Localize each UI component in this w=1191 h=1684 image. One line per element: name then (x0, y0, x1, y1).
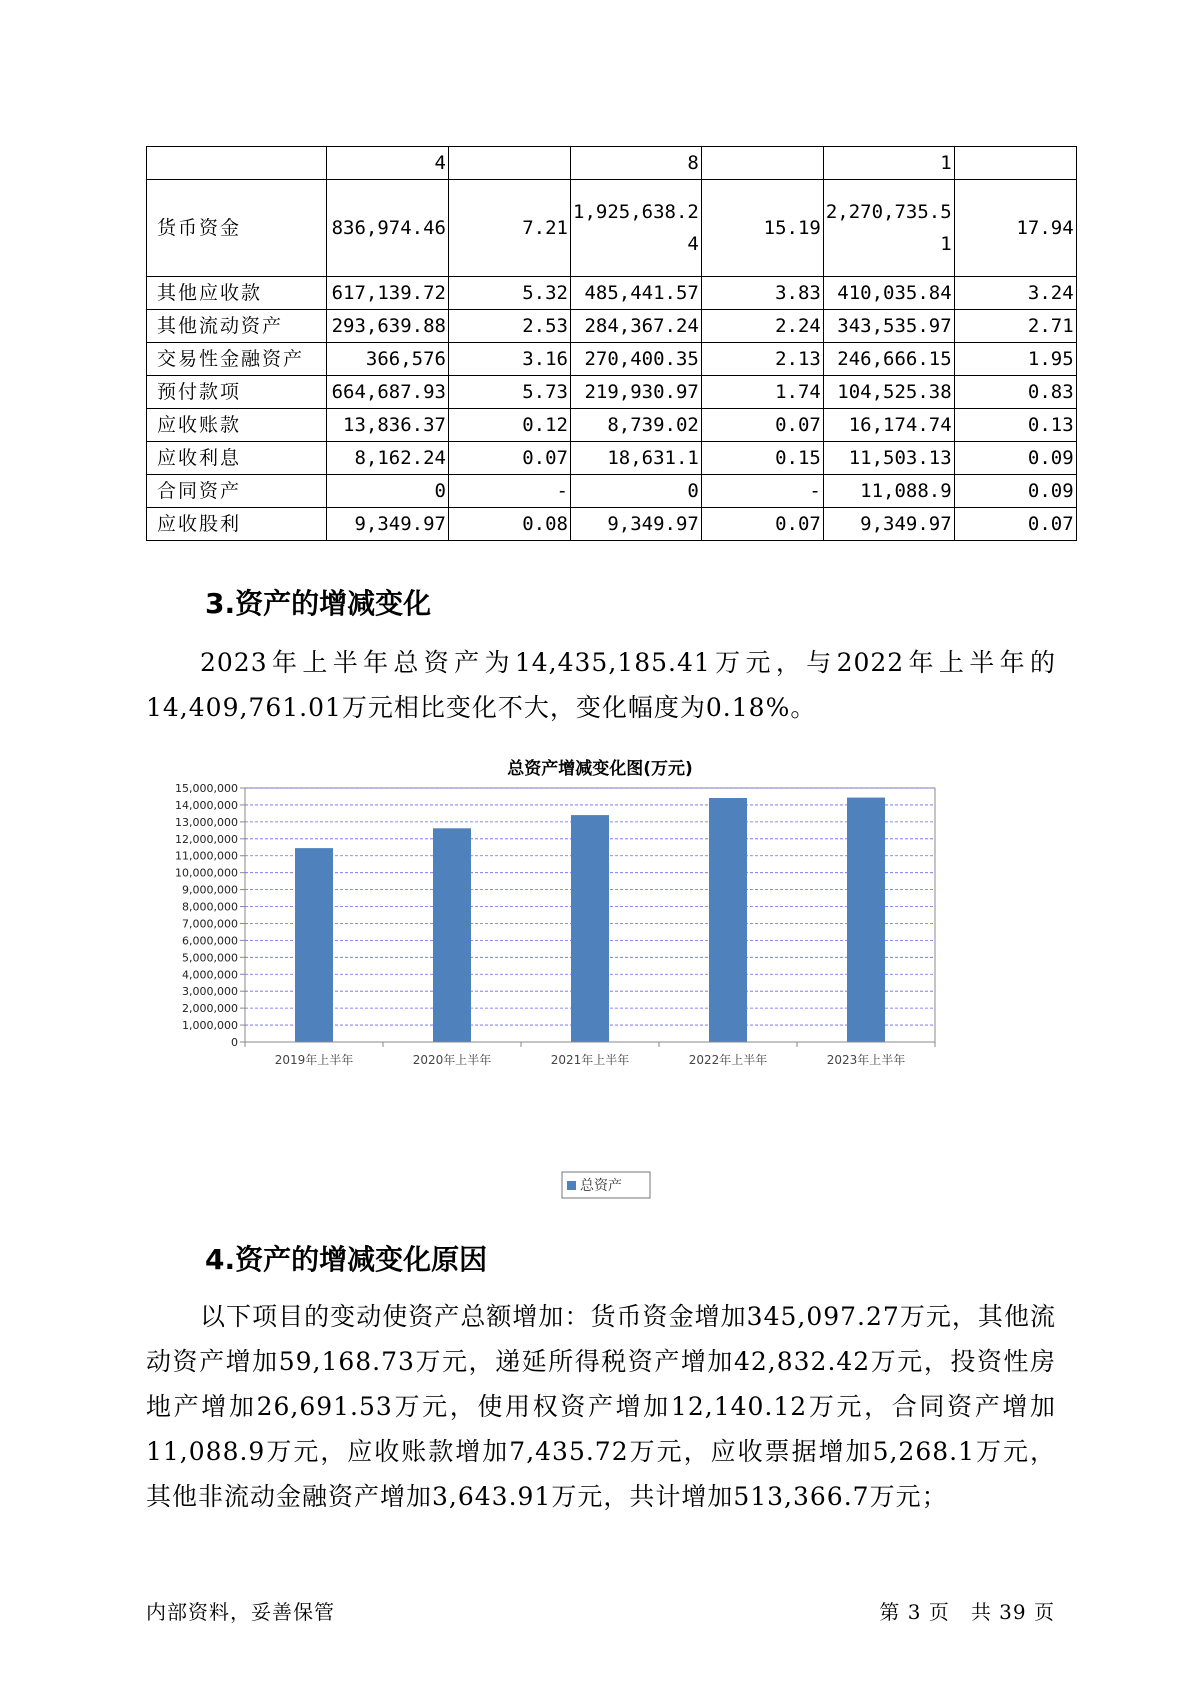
legend-swatch (567, 1181, 576, 1190)
table-cell-v1: 13,836.37 (327, 409, 449, 442)
table-cell-p1: 7.21 (449, 180, 571, 277)
table-cell-v1: 366,576 (327, 343, 449, 376)
table-cell-v1: 617,139.72 (327, 277, 449, 310)
table-cell-p1: 0.08 (449, 508, 571, 541)
row-label: 合同资产 (147, 475, 327, 508)
table-cell-p3: 2.71 (954, 310, 1076, 343)
table-cell-p3: 1.95 (954, 343, 1076, 376)
table-cell-v1: 8,162.24 (327, 442, 449, 475)
table-row (147, 343, 1077, 376)
table-cell-p3: 3.24 (954, 277, 1076, 310)
table-cell-p2: 2.24 (701, 310, 823, 343)
table-cell-p1: 3.16 (449, 343, 571, 376)
y-tick-label: 6,000,000 (182, 934, 238, 948)
cell-line: 1,925,638.2 (573, 201, 699, 223)
table-cell-v1: 664,687.93 (327, 376, 449, 409)
table-cell (701, 147, 823, 180)
total-assets-chart (160, 752, 1020, 1212)
table-cell-v2: 270,400.35 (571, 343, 702, 376)
table-row (147, 376, 1077, 409)
table-cell: 1 (823, 147, 954, 180)
y-tick-label: 0 (231, 1036, 238, 1049)
table-cell-v2 (571, 180, 702, 277)
cell-line: 4 (687, 233, 699, 255)
y-tick-label: 3,000,000 (182, 985, 238, 999)
chart-y-axis (175, 782, 245, 1049)
cell-line: 2,270,735.5 (825, 201, 952, 223)
x-tick-label: 2020年上半年 (412, 1053, 492, 1067)
cell-line: 836,974.46 (331, 217, 446, 239)
table-cell-p1: 2.53 (449, 310, 571, 343)
row-label: 其他流动资产 (147, 310, 327, 343)
row-label: 应收股利 (147, 508, 327, 541)
table-row (147, 508, 1077, 541)
table-cell-v2: 8,739.02 (571, 409, 702, 442)
table-cell-v3: 410,035.84 (823, 277, 954, 310)
chart-x-axis (245, 1042, 935, 1067)
table-cell-p3: 17.94 (954, 180, 1076, 277)
table-cell-v3: 104,525.38 (823, 376, 954, 409)
table-cell-v2: 0 (571, 475, 702, 508)
bar-5 (847, 798, 885, 1042)
table-cell-v3: 9,349.97 (823, 508, 954, 541)
chart-title: 总资产增减变化图(万元) (507, 759, 693, 779)
table-cell-v1: 293,639.88 (327, 310, 449, 343)
table-cell-v1 (327, 180, 449, 277)
table-row (147, 409, 1077, 442)
row-label: 货币资金 (147, 180, 327, 277)
table-cell-p2: 3.83 (701, 277, 823, 310)
table-cell-v3: 11,088.9 (823, 475, 954, 508)
row-label: 预付款项 (147, 376, 327, 409)
table-cell-p2: - (701, 475, 823, 508)
table-cell-v2: 9,349.97 (571, 508, 702, 541)
row-label: 应收账款 (147, 409, 327, 442)
y-tick-label: 10,000,000 (175, 866, 238, 880)
table-row (147, 277, 1077, 310)
table-row (147, 310, 1077, 343)
table-cell-p3: 0.07 (954, 508, 1076, 541)
table-cell-v3: 16,174.74 (823, 409, 954, 442)
table-cell-v3 (823, 180, 954, 277)
table-cell-p2: 15.19 (701, 180, 823, 277)
table-cell-p3: 0.83 (954, 376, 1076, 409)
y-tick-label: 8,000,000 (182, 900, 238, 914)
table-cell-p1: 5.73 (449, 376, 571, 409)
table-cell-p2: 0.15 (701, 442, 823, 475)
bar-1 (295, 848, 333, 1042)
table-cell-p2: 0.07 (701, 508, 823, 541)
y-tick-label: 7,000,000 (182, 917, 238, 931)
bar-2 (433, 828, 471, 1042)
table-cell-p3: 0.09 (954, 475, 1076, 508)
table-header-row (147, 147, 1077, 180)
section-4-heading: 4.资产的增减变化原因 (205, 1243, 488, 1276)
table-cell-p1: 0.07 (449, 442, 571, 475)
asset-table (146, 146, 1077, 541)
section-3-paragraph: 2023年上半年总资产为14,435,185.41万元，与2022年上半年的14,409,761.01万元相比变化不大，变化幅度为0.18%。 (146, 648, 1056, 722)
table-cell-v2: 18,631.1 (571, 442, 702, 475)
footer-page-number: 第 3 页 共 39 页 (879, 1600, 1055, 1624)
y-tick-label: 1,000,000 (182, 1019, 238, 1033)
table-row (147, 180, 1077, 277)
y-tick-label: 5,000,000 (182, 951, 238, 965)
table-cell-p1: - (449, 475, 571, 508)
x-tick-label: 2021年上半年 (550, 1053, 630, 1067)
table-cell-p2: 1.74 (701, 376, 823, 409)
chart-legend (562, 1172, 650, 1198)
table-cell (954, 147, 1076, 180)
table-cell-p3: 0.09 (954, 442, 1076, 475)
cell-line: 1 (940, 233, 952, 255)
table-cell-p1: 0.12 (449, 409, 571, 442)
table-cell (147, 147, 327, 180)
bar-4 (709, 798, 747, 1042)
table-row (147, 475, 1077, 508)
y-tick-label: 13,000,000 (175, 815, 238, 829)
row-label: 其他应收款 (147, 277, 327, 310)
table-cell-p1: 5.32 (449, 277, 571, 310)
y-tick-label: 11,000,000 (175, 849, 238, 863)
table-cell-p3: 0.13 (954, 409, 1076, 442)
x-tick-label: 2023年上半年 (826, 1053, 906, 1067)
row-label: 应收利息 (147, 442, 327, 475)
y-tick-label: 14,000,000 (175, 798, 238, 812)
table-cell: 8 (571, 147, 702, 180)
table-cell-v1: 9,349.97 (327, 508, 449, 541)
table-cell (449, 147, 571, 180)
y-tick-label: 15,000,000 (175, 782, 238, 795)
legend-label: 总资产 (580, 1178, 622, 1194)
table-row (147, 442, 1077, 475)
table-cell-v2: 219,930.97 (571, 376, 702, 409)
y-tick-label: 9,000,000 (182, 883, 238, 897)
y-tick-label: 4,000,000 (182, 968, 238, 982)
table-cell-v3: 11,503.13 (823, 442, 954, 475)
section-3-heading: 3.资产的增减变化 (205, 587, 432, 620)
y-tick-label: 2,000,000 (182, 1002, 238, 1016)
table-cell-p2: 2.13 (701, 343, 823, 376)
table-cell: 4 (327, 147, 449, 180)
row-label: 交易性金融资产 (147, 343, 327, 376)
table-cell-v3: 343,535.97 (823, 310, 954, 343)
bar-3 (571, 815, 609, 1042)
footer-confidential: 内部资料，妥善保管 (146, 1600, 335, 1624)
x-tick-label: 2022年上半年 (688, 1053, 768, 1067)
section-4-paragraph: 以下项目的变动使资产总额增加：货币资金增加345,097.27万元，其他流动资产增加59,168.73万元，递延所得税资产增加42,832.42万元，投资性房地产增加26,691.53万元，使用权资产增加12,140.12万元，合同资产增加11,088.9万元，应收账款增加7,435.72万元，应收票据增加5,268.1万元，其他非流动金融资产增加3,643.91万元，共计增加513,366.7万元； (146, 1302, 1056, 1511)
y-tick-label: 12,000,000 (175, 832, 238, 846)
table-cell-v2: 485,441.57 (571, 277, 702, 310)
x-tick-label: 2019年上半年 (274, 1053, 354, 1067)
table-cell-p2: 0.07 (701, 409, 823, 442)
table-cell-v3: 246,666.15 (823, 343, 954, 376)
table-cell-v2: 284,367.24 (571, 310, 702, 343)
table-cell-v1: 0 (327, 475, 449, 508)
